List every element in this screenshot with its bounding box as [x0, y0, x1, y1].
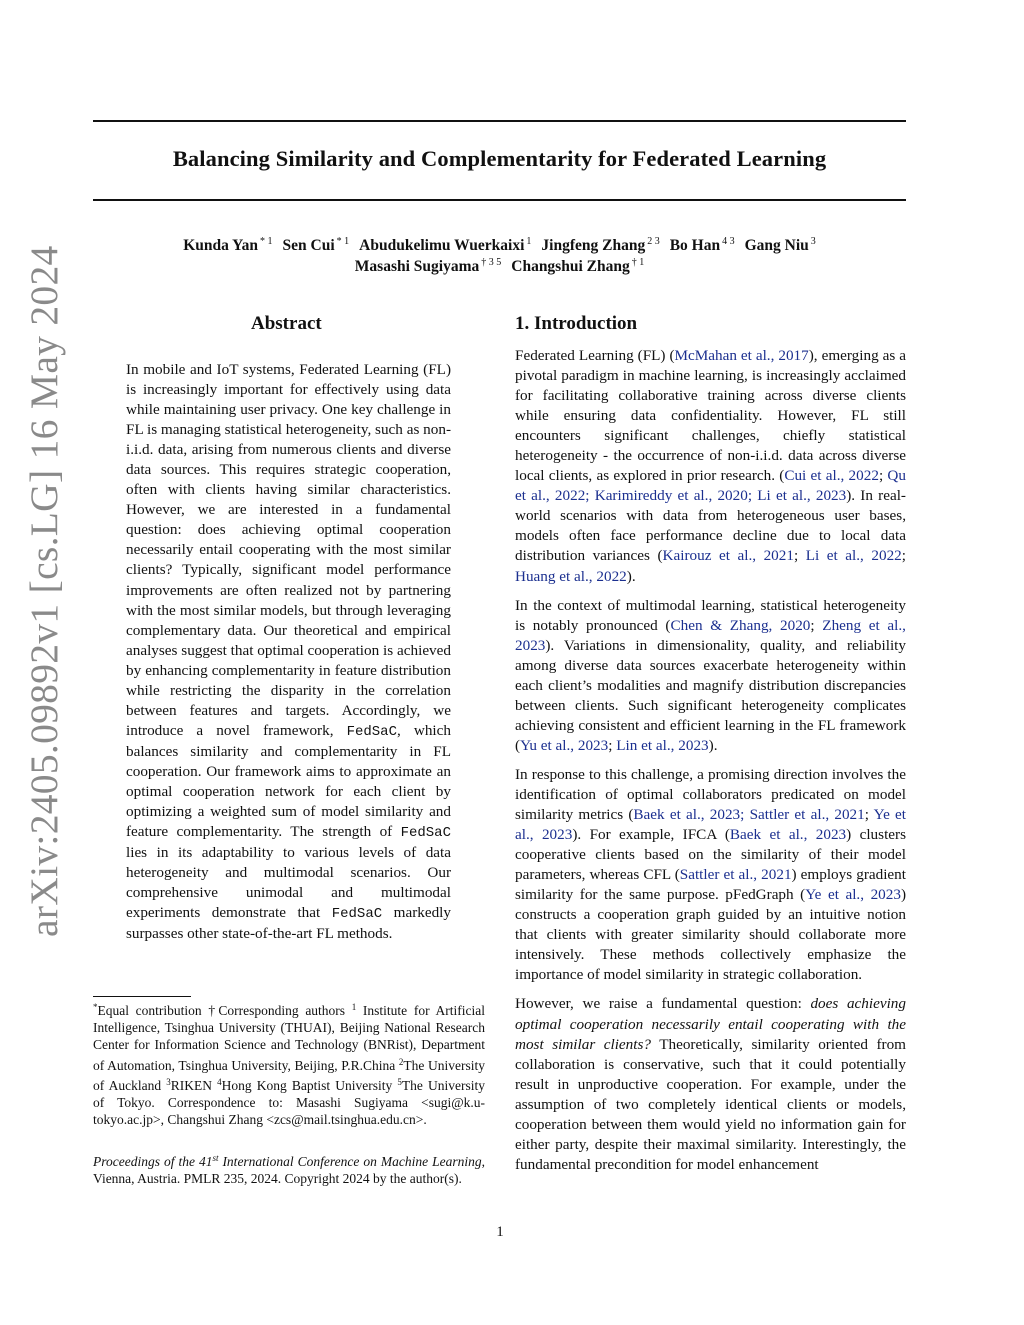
citation-link[interactable]: Ye et al., 2023	[515, 806, 906, 844]
footnote-text: Institute for Artificial Intelligence, Tsinghua University (THUAI), Beijing National Research Center for Information Science and Technology (BNRist), Department of Automation, Tsinghua University, Beijing, P.R.China	[93, 1003, 486, 1073]
author: Gang Niu $^3$	[744, 236, 816, 254]
footnote-text: RIKEN	[170, 1077, 218, 1093]
abstract-text-1: In mobile and IoT systems, Federated Learning (FL) is increasingly important for effectively using data while maintaining user privacy. One key challenge in FL is managing statistical heterogeneity, such as non-i.i.d. data, arising from numerous clients and diverse data sources. This requires strategic cooperation, often with clients having similar characteristics. However, we are interested in a fundamental question: does achieving optimal cooperation necessarily entail cooperating with the most similar clients? Typically, significant model performance improvements are often realized not by partnering with the most similar models, but through leveraging complementary data. Our theoretical and empirical analyses suggest that optimal cooperation is achieved by enhancing complementarity in feature distribution while restricting the disparity in the correlation between features and targets. Accordingly, we introduce a novel framework,	[126, 361, 451, 739]
author-list-line-2	[93, 257, 906, 276]
citation-link[interactable]: Li et al., 2022	[805, 547, 902, 565]
affiliation-mark: † 1	[631, 257, 645, 268]
body-text: ;	[793, 547, 806, 565]
footnote-mark: 5	[397, 1076, 402, 1087]
body-text: Theoretically, similarity oriented from collaboration is conservative, such that it could potentially result in unproductive cooperation. For example, under the assumption of two completely identical clients or models, cooperation between them would yield no information gain for either party, despite their maximal similarity. Interestingly, the fundamental precondition for model enhancement	[515, 1035, 906, 1173]
footnote-mark: 2	[398, 1056, 404, 1067]
body-text: ). In real-world scenarios with data from heterogeneous user bases, models often face performance decline due to local data distribution variances (	[515, 487, 906, 565]
intro-paragraph-2	[515, 596, 906, 756]
body-text: In the context of multimodal learning, statistical heterogeneity is notably pronounced (	[515, 596, 906, 634]
abstract-text-4: markedly surpasses other state-of-the-art FL methods.	[126, 904, 451, 943]
footnote-text: The University of Auckland	[93, 1057, 485, 1093]
abstract-text-3: lies in its adaptability to various levels of data heterogeneity and multimodal scenarios. Our comprehensive unimodal and multimodal experiments demonstrate that	[126, 844, 451, 922]
citation-link[interactable]: Cui et al., 2022	[784, 467, 879, 485]
author: Kunda Yan $^{* 1}$	[183, 236, 273, 254]
affiliation-mark: 1	[526, 236, 532, 247]
affiliation-mark: † 3 5	[481, 257, 502, 268]
body-text: ). For example, IFCA (	[572, 826, 730, 844]
footnote-text: Equal contribution †Corresponding authors	[97, 1003, 352, 1018]
footnote-mark: 4	[217, 1076, 222, 1087]
footnote-mark: 1	[351, 1002, 357, 1012]
abstract-paragraph	[126, 360, 451, 944]
title-rule-bottom	[93, 199, 906, 201]
body-text: ) constructs a cooperation graph guided by an intuitive notion that clients with greater similarity should collaborate more intensively. These methods collectively emphasize the importance of model similarity in strategic collaboration.	[515, 886, 907, 984]
emphasized-text: does achieving optimal cooperation necessarily entail cooperating with the most similar clients?	[515, 995, 906, 1053]
proceedings-text: , Vienna, Austria. PMLR 235, 2024. Copyright 2024 by the author(s).	[93, 1154, 485, 1187]
affiliation-mark: 2 3	[647, 236, 660, 247]
citation-link[interactable]: Ye et al., 2023	[805, 886, 901, 904]
footnote-rule	[93, 996, 191, 997]
introduction-body	[515, 346, 906, 1175]
citation-link[interactable]: Qu et al., 2022; Karimireddy et al., 2020; Li et al., 2023	[515, 467, 906, 505]
footnote-text: The University of Tokyo. Correspondence to: Masashi Sugiyama <sugi@k.u-tokyo.ac.jp>, Changshui Zhang <zcs@mail.tsinghua.edu.cn>.	[93, 1077, 485, 1128]
fedsac-name: FedSaC	[331, 906, 383, 923]
intro-paragraph-1	[515, 346, 906, 587]
author: Masashi Sugiyama $^{\dagger 3 5}$	[354, 257, 502, 275]
affiliation-mark: * 1	[336, 236, 350, 247]
proceedings-sup: st	[212, 1153, 219, 1163]
citation-link[interactable]: Yu et al., 2023	[520, 736, 609, 754]
footnote	[93, 999, 485, 1128]
footnote-text: Hong Kong Baptist University	[221, 1077, 398, 1093]
body-text: ;	[810, 616, 823, 634]
body-text: However, we raise a fundamental question:	[515, 995, 811, 1013]
body-text: Federated Learning (FL) (	[515, 347, 675, 364]
abstract-heading: Abstract	[251, 313, 322, 334]
intro-paragraph-4	[515, 994, 906, 1174]
body-text: ). Variations in dimensionality, quality, and reliability among diverse data sources exacerbate heterogeneity within each client’s modalities and magnify distribution discrepancies between clients. Such significant heterogeneity complicates achieving consistent and efficient learning in the FL framework (	[515, 636, 906, 754]
paper-title: Balancing Similarity and Complementarity for Federated Learning	[172, 146, 827, 171]
body-text: ), emerging as a pivotal paradigm in machine learning, is increasingly acclaimed for facilitating collaborative training across diverse clients while ensuring data confidentiality. However, FL still encounters significant challenges, chiefly statistical heterogeneity - the occurrence of non-i.i.d. data across diverse local clients, as explored in prior research. (	[515, 347, 906, 485]
author-list-line-1	[93, 236, 906, 255]
citation-link[interactable]: Huang et al., 2022	[515, 567, 627, 585]
affiliation-mark: 3	[810, 236, 816, 247]
author: Jingfeng Zhang $^{2 3}$	[541, 236, 660, 254]
citation-link[interactable]: Sattler et al., 2021	[679, 866, 792, 884]
citation-link[interactable]: Baek et al., 2023; Sattler et al., 2021	[633, 806, 865, 824]
author: Bo Han $^{4 3}$	[669, 236, 735, 254]
body-text: ) employs gradient similarity for the same purpose. pFedGraph (	[515, 866, 906, 904]
body-text: ;	[864, 806, 874, 824]
affiliation-mark: 4 3	[722, 236, 735, 247]
intro-paragraph-3	[515, 765, 906, 986]
title-rule-top	[93, 120, 906, 122]
fedsac-name: FedSaC	[346, 723, 397, 740]
citation-link[interactable]: McMahan et al., 2017	[674, 347, 809, 364]
author: Changshui Zhang $^{\dagger 1}$	[511, 257, 645, 275]
citation-link[interactable]: Lin et al., 2023	[616, 736, 709, 754]
footnote-mark: *	[93, 1002, 98, 1012]
citation-link[interactable]: Zheng et al., 2023	[515, 616, 906, 654]
abstract-text-2: , which balances similarity and complementarity in FL cooperation. Our framework aims to approximate an optimal cooperation network for each client by optimizing a weighted sum of model similarity and feature complementarity. The strength of	[126, 721, 451, 841]
proceedings-text: International Conference on Machine Learning	[218, 1154, 482, 1169]
author: Abudukelimu Wuerkaixi $^1$	[359, 236, 532, 254]
body-text: ).	[626, 567, 636, 585]
introduction-heading: 1. Introduction	[515, 313, 638, 334]
citation-link[interactable]: Chen & Zhang, 2020	[670, 616, 811, 634]
proceedings-note	[93, 1150, 485, 1187]
body-text: ;	[608, 736, 617, 754]
author: Sen Cui $^{* 1}$	[282, 236, 350, 254]
body-text: ;	[878, 467, 888, 485]
citation-link[interactable]: Kairouz et al., 2021	[662, 547, 794, 565]
citation-link[interactable]: Baek et al., 2023	[729, 826, 847, 844]
body-text: In response to this challenge, a promising direction involves the identification of optimal collaborators predicated on model similarity metrics (	[515, 765, 906, 824]
page-number: 1	[496, 1224, 504, 1240]
body-text: ).	[708, 736, 718, 754]
arxiv-stamp: arXiv:2405.09892v1 [cs.LG] 16 May 2024	[22, 245, 66, 937]
abstract-body	[126, 360, 451, 944]
affiliation-mark: * 1	[260, 236, 273, 247]
proceedings-text: Proceedings of the 41	[93, 1154, 213, 1169]
fedsac-name: FedSaC	[400, 825, 451, 842]
body-text: ) clusters cooperative clients based on the similarity of their model parameters, whereas CFL (	[515, 826, 906, 884]
body-text: ;	[901, 547, 906, 565]
footnote-mark: 3	[166, 1076, 171, 1087]
